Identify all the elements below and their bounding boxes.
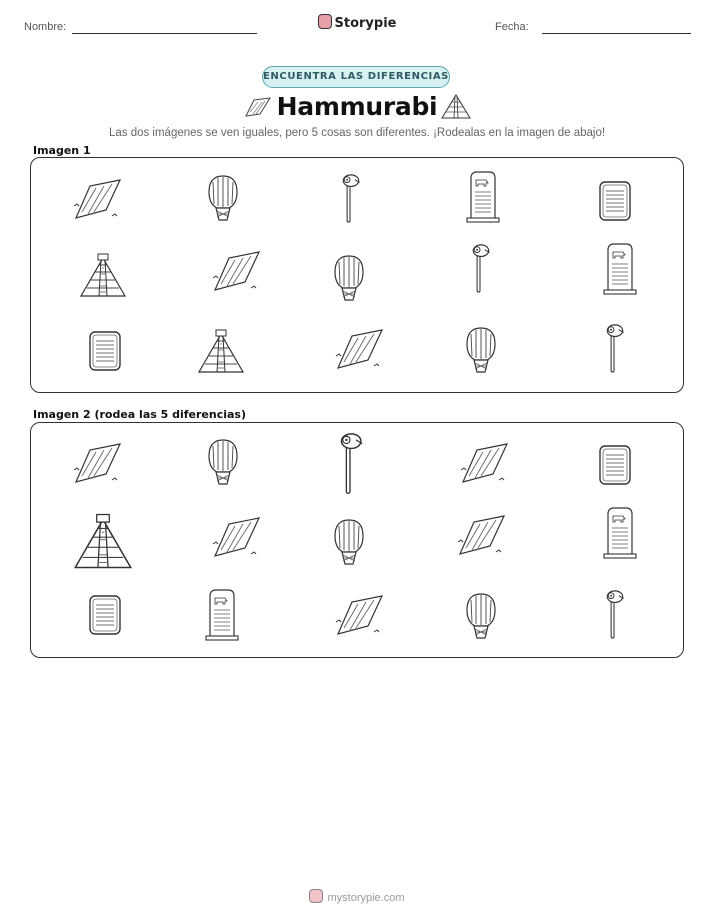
- tablet-icon: [87, 330, 123, 372]
- staff-icon[interactable]: [600, 588, 628, 640]
- river-icon: [211, 248, 261, 296]
- staff-icon[interactable]: [333, 428, 367, 498]
- tablet-icon[interactable]: [597, 444, 633, 486]
- pyramid-icon[interactable]: [68, 512, 138, 570]
- fan-icon[interactable]: [203, 438, 243, 486]
- staff-icon: [336, 172, 364, 224]
- name-line[interactable]: [72, 33, 257, 34]
- fan-icon[interactable]: [329, 518, 369, 566]
- bear-logo-icon: [318, 14, 332, 29]
- stele-icon: [465, 170, 501, 224]
- footer: [0, 889, 714, 904]
- brand-logo: [0, 14, 714, 31]
- pyramid-icon: [197, 328, 245, 374]
- pyramid-icon: [79, 252, 127, 298]
- footer-url[interactable]: mystorypie.com: [327, 892, 405, 904]
- page-title: Hammurabi: [276, 92, 438, 121]
- fan-icon: [203, 174, 243, 222]
- name-label: Nombre:: [24, 21, 67, 33]
- river-icon[interactable]: [456, 512, 506, 560]
- river-icon[interactable]: [459, 440, 509, 488]
- tablet-icon[interactable]: [87, 594, 123, 636]
- activity-badge: ENCUENTRA LAS DIFERENCIAS: [262, 66, 450, 88]
- river-icon: [334, 326, 384, 374]
- river-icon[interactable]: [72, 440, 122, 488]
- image2-label: Imagen 2 (rodea las 5 diferencias): [33, 408, 247, 421]
- instructions: Las dos imágenes se ven iguales, pero 5 cosas son diferentes. ¡Rodealas en la imagen de abajo!: [108, 127, 606, 139]
- staff-icon: [466, 242, 494, 294]
- fan-icon: [461, 326, 501, 374]
- date-line[interactable]: [542, 33, 691, 34]
- river-icon[interactable]: [211, 514, 261, 562]
- river-icon: [72, 176, 122, 224]
- date-label: Fecha:: [495, 21, 529, 33]
- bear-logo-icon: [309, 889, 323, 903]
- stele-icon[interactable]: [204, 588, 240, 642]
- river-icon[interactable]: [334, 592, 384, 640]
- tablet-icon: [597, 180, 633, 222]
- pyramid-icon: [440, 93, 472, 120]
- staff-icon: [600, 322, 628, 374]
- stele-icon: [602, 242, 638, 296]
- image1-label: Imagen 1: [33, 144, 91, 157]
- brand-name: Storypie: [334, 16, 397, 31]
- fan-icon[interactable]: [461, 592, 501, 640]
- stele-icon[interactable]: [602, 506, 638, 560]
- fan-icon: [329, 254, 369, 302]
